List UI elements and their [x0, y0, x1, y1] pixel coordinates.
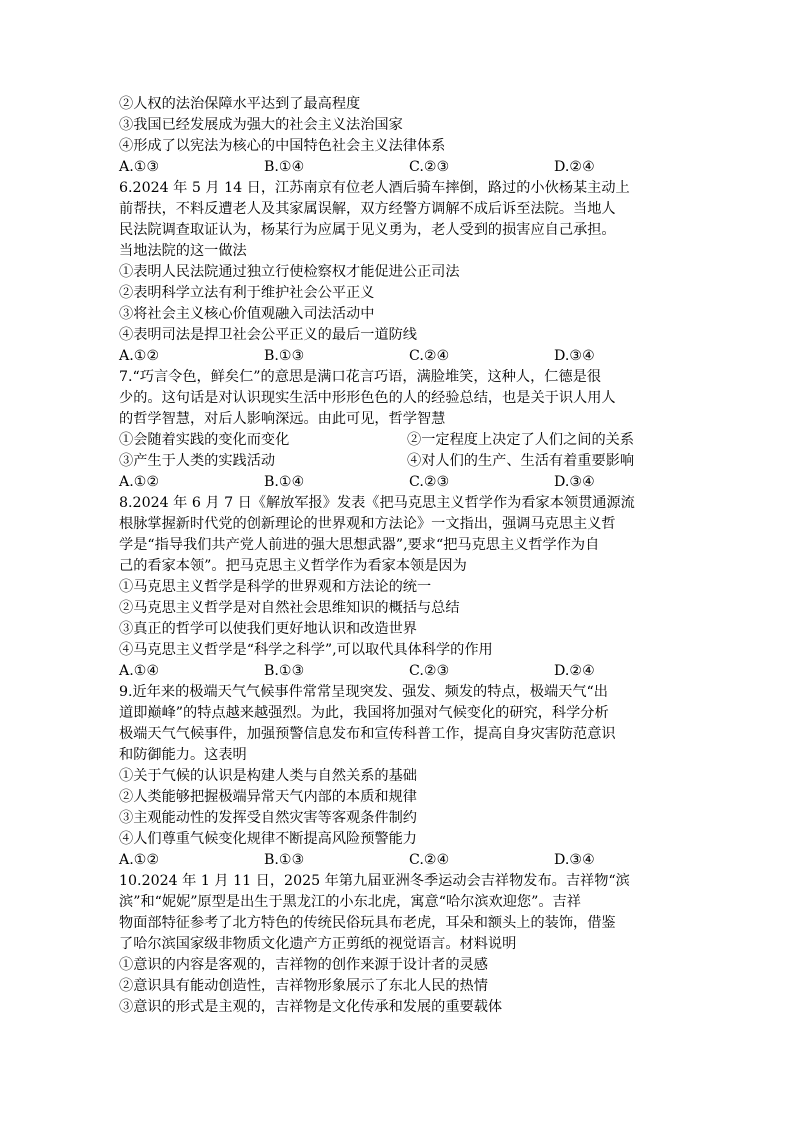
q6-stem-line: 当地法院的这一做法 — [119, 243, 247, 259]
q9-stem-line: 极端天气气候事件，加强预警信息发布和宣传科普工作，提高自身灾害防范意识 — [119, 726, 616, 742]
q5-option-b: B.①④ — [264, 159, 305, 175]
q10-stem-line: 10.2024 年 1 月 11 日，2025 年第九届亚洲冬季运动会吉祥物发布。吉祥物“滨 — [119, 873, 630, 889]
q5-option-d: D.②④ — [554, 159, 595, 175]
q6-option-c: C.②④ — [409, 348, 450, 364]
q8-item-3: ③真正的哲学可以使我们更好地认识和改造世界 — [119, 621, 417, 637]
q7-options — [119, 472, 689, 493]
q6-option-a: A.①② — [119, 348, 160, 364]
q8-option-b: B.①③ — [264, 663, 305, 679]
exam-page-content — [119, 94, 689, 1018]
q5-item-3: ③我国已经发展成为强大的社会主义法治国家 — [119, 117, 403, 133]
q6-option-b: B.①③ — [264, 348, 305, 364]
q9-item-4: ④人们尊重气候变化规律不断提高风险预警能力 — [119, 831, 417, 847]
q10-stem-line: 滨”和“妮妮”原型是出生于黑龙江的小东北虎，寓意“哈尔滨欢迎您”。吉祥 — [119, 894, 581, 910]
q7-stem-line: 少的。这句话是对认识现实生活中形形色色的人的经验总结，也是关于识人用人 — [119, 390, 616, 406]
q8-options — [119, 661, 689, 682]
q8-item-1: ①马克思主义哲学是科学的世界观和方法论的统一 — [119, 579, 432, 595]
q9-stem-line: 道即巅峰”的特点越来越强烈。为此，我国将加强对气候变化的研究，科学分析 — [119, 705, 609, 721]
q9-item-3: ③主观能动性的发挥受自然灾害等客观条件制约 — [119, 810, 417, 826]
q6-item-1: ①表明人民法院通过独立行使检察权才能促进公正司法 — [119, 264, 460, 280]
q10-item-1: ①意识的内容是客观的，吉祥物的创作来源于设计者的灵感 — [119, 957, 488, 973]
q5-option-c: C.②③ — [409, 159, 450, 175]
q7-stem-line: 的哲学智慧，对后人影响深远。由此可见，哲学智慧 — [119, 411, 446, 427]
q5-item-2: ②人权的法治保障水平达到了最高程度 — [119, 96, 361, 112]
q7-option-a: A.①② — [119, 474, 160, 490]
q8-stem-line: 根脉掌握新时代党的创新理论的世界观和方法论》一文指出，强调马克思主义哲 — [119, 516, 616, 532]
q10-item-3: ③意识的形式是主观的，吉祥物是文化传承和发展的重要载体 — [119, 999, 503, 1015]
q6-stem-line: 民法院调查取证认为，杨某行为应属于见义勇为，老人受到的损害应自己承担。 — [119, 222, 616, 238]
q9-item-2: ②人类能够把握极端异常天气内部的本质和规律 — [119, 789, 417, 805]
q6-stem-line: 前帮扶，不料反遭老人及其家属误解，双方经警方调解不成后诉至法院。当地人 — [119, 201, 616, 217]
q6-item-3: ③将社会主义核心价值观融入司法活动中 — [119, 306, 375, 322]
q8-stem-line: 8.2024 年 6 月 7 日《解放军报》发表《把马克思主义哲学作为看家本领贯通源流 — [119, 495, 635, 511]
q10-stem-line: 了哈尔滨国家级非物质文化遗产方正剪纸的视觉语言。材料说明 — [119, 936, 517, 952]
question-6 — [119, 178, 689, 367]
q7-stem-line: 7.“巧言令色，鲜矣仁”的意思是满口花言巧语，满脸堆笑，这种人，仁德是很 — [119, 369, 602, 385]
q7-item-1: ①会随着实践的变化而变化 — [119, 432, 290, 448]
question-10 — [119, 871, 689, 1018]
q8-option-d: D.②④ — [554, 663, 595, 679]
q6-options — [119, 346, 689, 367]
question-7 — [119, 367, 689, 493]
q9-option-a: A.①② — [119, 852, 160, 868]
q9-stem-line: 9.近年来的极端天气气候事件常常呈现突发、强发、频发的特点，极端天气“出 — [119, 684, 608, 700]
q8-stem-line: 己的看家本领”。把马克思主义哲学作为看家本领是因为 — [119, 558, 467, 574]
q8-item-4: ④马克思主义哲学是“科学之科学”,可以取代具体科学的作用 — [119, 642, 493, 658]
q8-item-2: ②马克思主义哲学是对自然社会思维知识的概括与总结 — [119, 600, 460, 616]
q9-options — [119, 850, 689, 871]
q9-stem-line: 和防御能力。这表明 — [119, 747, 247, 763]
q6-stem-line: 6.2024 年 5 月 14 日，江苏南京有位老人酒后骑车摔倒，路过的小伙杨某主动上 — [119, 180, 630, 196]
q7-items-row — [119, 430, 689, 451]
q5-item-4: ④形成了以宪法为核心的中国特色社会主义法律体系 — [119, 138, 446, 154]
q7-option-c: C.②③ — [409, 474, 450, 490]
q8-stem-line: 学是“指导我们共产党人前进的强大思想武器”,要求“把马克思主义哲学作为自 — [119, 537, 600, 553]
question-5-tail — [119, 94, 689, 178]
q7-option-d: D.③④ — [554, 474, 595, 490]
q9-option-d: D.③④ — [554, 852, 595, 868]
q6-item-4: ④表明司法是捍卫社会公平正义的最后一道防线 — [119, 327, 417, 343]
q7-items-row — [119, 451, 689, 472]
q5-options — [119, 157, 689, 178]
q7-item-3: ③产生于人类的实践活动 — [119, 453, 276, 469]
q6-item-2: ②表明科学立法有利于维护社会公平正义 — [119, 285, 375, 301]
question-8 — [119, 493, 689, 682]
question-9 — [119, 682, 689, 871]
q6-option-d: D.③④ — [554, 348, 595, 364]
q7-item-4: ④对人们的生产、生活有着重要影响 — [407, 453, 635, 469]
q7-option-b: B.①④ — [264, 474, 305, 490]
q9-option-c: C.②④ — [409, 852, 450, 868]
q10-stem-line: 物面部特征参考了北方特色的传统民俗玩具布老虎，耳朵和额头上的装饰，借鉴 — [119, 915, 616, 931]
q10-item-2: ②意识具有能动创造性，吉祥物形象展示了东北人民的热情 — [119, 978, 488, 994]
q7-item-2: ②一定程度上决定了人们之间的关系 — [407, 432, 635, 448]
q9-option-b: B.①③ — [264, 852, 305, 868]
q9-item-1: ①关于气候的认识是构建人类与自然关系的基础 — [119, 768, 417, 784]
q8-option-a: A.①④ — [119, 663, 160, 679]
q8-option-c: C.②③ — [409, 663, 450, 679]
q5-option-a: A.①③ — [119, 159, 160, 175]
